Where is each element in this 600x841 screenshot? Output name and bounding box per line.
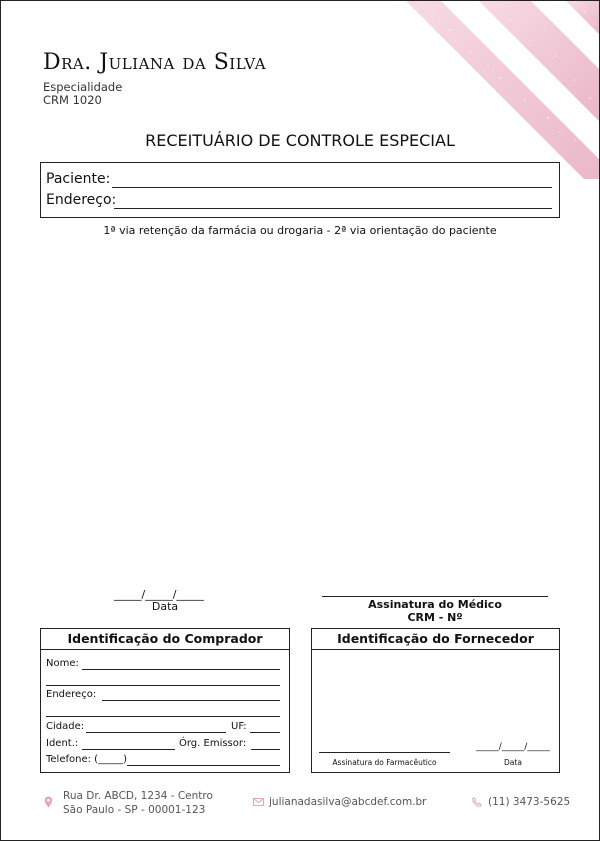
- buyer-name-label: Nome:: [46, 658, 79, 669]
- buyer-name-field[interactable]: [82, 669, 280, 670]
- buyer-org-label: Órg. Emissor:: [179, 738, 247, 749]
- supplier-title: Identificação do Fornecedor: [312, 629, 559, 650]
- envelope-icon: [253, 798, 264, 806]
- buyer-address-field-2[interactable]: [46, 716, 280, 717]
- pharmacist-signature-label: Assinatura do Farmacêutico: [332, 758, 437, 767]
- buyer-uf-label: UF:: [231, 721, 247, 732]
- form-title: RECEITUÁRIO DE CONTROLE ESPECIAL: [145, 131, 455, 150]
- via-note: 1ª via retenção da farmácia ou drogaria - 2ª via orientação do paciente: [103, 224, 497, 237]
- buyer-name-field-2[interactable]: [46, 685, 280, 686]
- footer-address-line1: Rua Dr. ABCD, 1234 - Centro: [63, 790, 213, 802]
- patient-address-field[interactable]: [114, 208, 552, 209]
- patient-address-label: Endereço:: [46, 192, 117, 208]
- buyer-ident-label: Ident.:: [46, 738, 79, 749]
- buyer-box: [40, 628, 290, 773]
- buyer-city-label: Cidade:: [46, 721, 85, 732]
- doctor-signature-label: Assinatura do Médico: [368, 598, 502, 611]
- buyer-ident-field[interactable]: [82, 749, 175, 750]
- doctor-signature-line[interactable]: [322, 596, 548, 597]
- doctor-specialty: Especialidade: [43, 80, 123, 94]
- buyer-address-field[interactable]: [102, 700, 280, 701]
- buyer-address-label: Endereço:: [46, 689, 97, 700]
- phone-icon: [472, 797, 482, 807]
- supplier-date-label: Data: [504, 758, 522, 767]
- footer-email[interactable]: julianadasilva@abcdef.com.br: [269, 796, 427, 808]
- buyer-phone-field[interactable]: [127, 765, 280, 766]
- patient-box: [40, 162, 560, 218]
- buyer-uf-field[interactable]: [250, 732, 280, 733]
- patient-name-row: [46, 171, 110, 187]
- patient-name-field[interactable]: [112, 187, 552, 188]
- doctor-crm: CRM 1020: [43, 93, 102, 107]
- buyer-title: Identificação do Comprador: [41, 629, 289, 650]
- supplier-box: [311, 628, 560, 773]
- patient-address-row: [46, 192, 116, 208]
- date-label: Data: [151, 600, 179, 613]
- location-pin-icon: [44, 796, 53, 808]
- buyer-org-field[interactable]: [251, 749, 280, 750]
- footer-address-line2: São Paulo - SP - 00001-123: [63, 804, 206, 816]
- doctor-crm-label: CRM - Nº: [407, 611, 463, 624]
- footer-phone[interactable]: (11) 3473-5625: [488, 796, 571, 808]
- date-field[interactable]: _____/_____/_____: [114, 588, 204, 601]
- patient-name-label: Paciente:: [46, 171, 111, 187]
- prescription-area[interactable]: [40, 245, 558, 575]
- supplier-date-field[interactable]: _____/_____/_____: [476, 742, 550, 752]
- buyer-phone-label: Telefone: (_____): [46, 754, 127, 765]
- pharmacist-signature-line[interactable]: [319, 752, 450, 753]
- buyer-city-field[interactable]: [86, 732, 226, 733]
- doctor-name: Dra. Juliana da Silva: [43, 50, 267, 75]
